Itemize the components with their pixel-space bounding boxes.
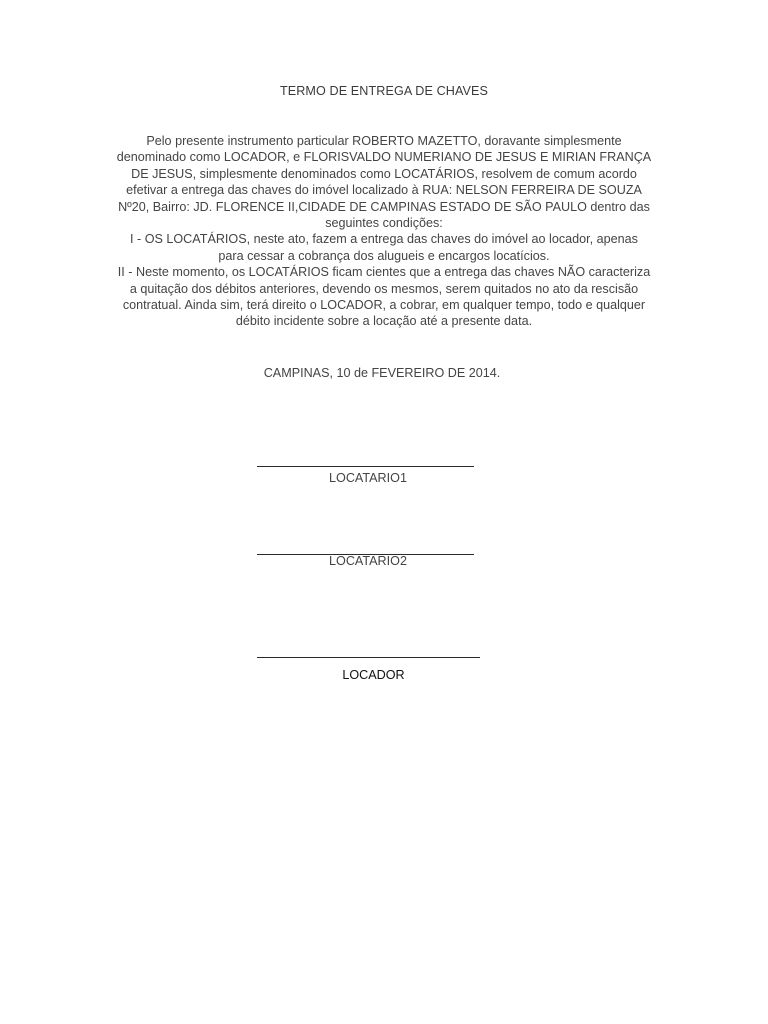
body-line: débito incidente sobre a locação até a presente data.: [235, 314, 533, 329]
signature-line-locatario1: [257, 466, 474, 467]
body-line: I - OS LOCATÁRIOS, neste ato, fazem a entrega das chaves do imóvel ao locador, apenas: [130, 232, 638, 247]
body-line: contratual. Ainda sim, terá direito o LOCADOR, a cobrar, em qualquer tempo, todo e qualquer: [122, 298, 646, 313]
body-line: Nº20, Bairro: JD. FLORENCE II,CIDADE DE CAMPINAS ESTADO DE SÃO PAULO dentro das: [118, 199, 650, 214]
body-line: Pelo presente instrumento particular ROBERTO MAZETTO, doravante simplesmente: [146, 134, 622, 148]
body-line: efetivar a entrega das chaves do imóvel localizado à RUA: NELSON FERREIRA DE SOUZA: [126, 183, 642, 198]
body-line: a quitação dos débitos anteriores, devendo os mesmos, serem quitados no ato da rescisão: [129, 281, 639, 296]
body-line: seguintes condições:: [325, 216, 443, 231]
signature-label-locador: LOCADOR: [342, 668, 405, 682]
body-line: denominado como LOCADOR, e FLORISVALDO NUMERIANO DE JESUS E MIRIAN FRANÇA: [116, 150, 652, 165]
document-title: TERMO DE ENTREGA DE CHAVES: [279, 84, 489, 98]
signature-label-locatario1: LOCATARIO1: [329, 471, 407, 485]
body-line: DE JESUS, simplesmente denominados como LOCATÁRIOS, resolvem de comum acordo: [131, 166, 637, 181]
document-body: [100, 133, 668, 330]
body-line: II - Neste momento, os LOCATÁRIOS ficam cientes que a entrega das chaves NÃO caracteriza: [117, 265, 651, 280]
signature-label-locatario2: LOCATARIO2: [329, 554, 407, 568]
signature-line-locador: [257, 657, 480, 658]
document-date: CAMPINAS, 10 de FEVEREIRO DE 2014.: [263, 366, 501, 380]
body-line: para cessar a cobrança dos alugueis e encargos locatícios.: [218, 248, 550, 263]
